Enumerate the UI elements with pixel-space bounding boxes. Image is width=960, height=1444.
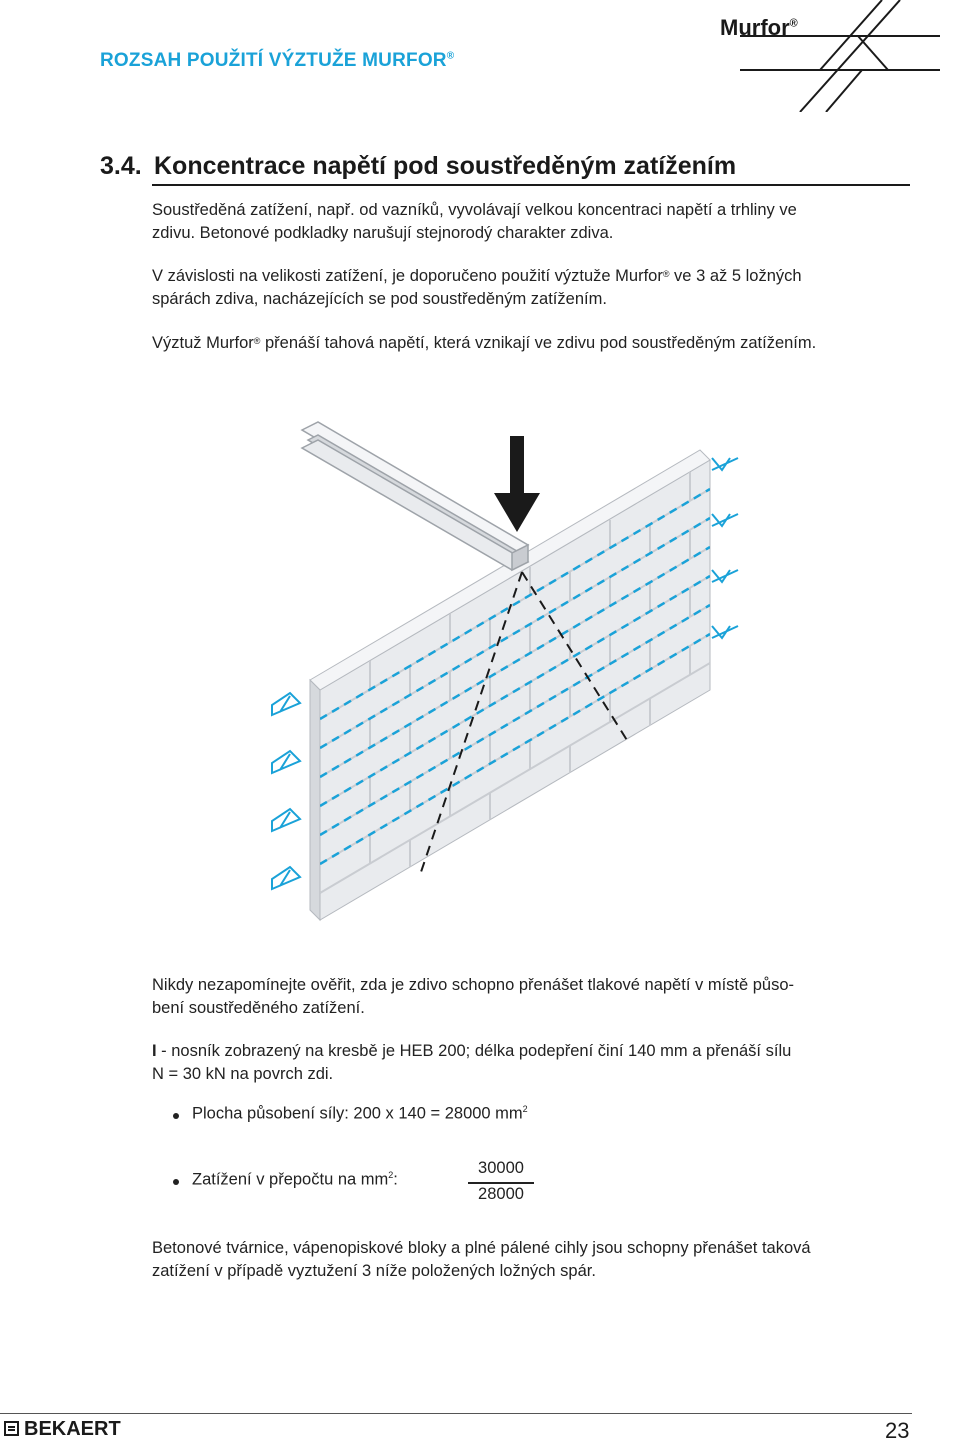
wall-illustration (260, 400, 760, 940)
bullet-icon (173, 1179, 179, 1185)
fraction-line (468, 1182, 534, 1184)
reinforcement-end-left-icon (272, 693, 300, 889)
section-number: 3.4. (100, 152, 142, 180)
intro-paragraph-3: Výztuž Murfor® přenáší tahová napětí, která vznikají ve zdivu pod soustředěným zatížením. (152, 334, 817, 352)
area-bullet: Plocha působení síly: 200 x 140 = 28000 $mm^2$ (192, 1104, 528, 1123)
intro-paragraph-2: V závislosti na velikosti zatížení, je doporučeno použití výztuže Murfor® ve 3 až 5 ložných spárách zdiva, nacházejících se pod soustředěným zatížením. (152, 267, 802, 308)
intro-paragraph-1: Soustředěná zatížení, např. od vazníků, vyvolávají velkou koncentraci napětí a trhliny ve zdivu. Betonové podkladky narušují stejnorodý charakter zdiva. (152, 201, 797, 242)
footer-rule (0, 1413, 912, 1414)
body-paragraph-3: Betonové tvárnice, vápenopiskové bloky a plné pálené cihly jsou schopny přenášet taková zatížení v případě vyztužení 3 níže položených ložných spár. (152, 1239, 811, 1280)
body-paragraph-2: I - nosník zobrazený na kresbě je HEB 200; délka podepření činí 140 mm a přenáší sílu N = 30 kN na povrch zdi. (152, 1042, 792, 1083)
section-title: Koncentrace napětí pod soustředěným zatížením (154, 152, 737, 180)
reinforcement-end-right-icon (712, 458, 738, 638)
wall-end (310, 680, 320, 920)
body-paragraph-1: Nikdy nezapomínejte ověřit, zda je zdivo schopno přenášet tlakové napětí v místě půso- bení soustředěného zatížení. (152, 976, 795, 1017)
fraction-numerator: 30000 (478, 1159, 524, 1177)
bekaert-logo-icon (4, 1421, 19, 1436)
murfor-logo-icon (740, 0, 940, 112)
page-number: 23 (885, 1418, 910, 1443)
load-bullet: Zatížení v přepočtu na $mm^2$: (192, 1170, 398, 1189)
down-arrow-icon (494, 436, 540, 532)
murfor-brand: Murfor® (720, 15, 798, 40)
bullet-icon (173, 1113, 179, 1119)
header-title: ROZSAH POUŽITÍ VÝZTUŽE MURFOR® (100, 50, 455, 71)
section-heading (100, 152, 736, 181)
bekaert-logo: BEKAERT (4, 1418, 121, 1441)
i-beam-icon (302, 422, 528, 570)
fraction-denominator: 28000 (478, 1185, 524, 1203)
heading-rule (152, 184, 910, 186)
